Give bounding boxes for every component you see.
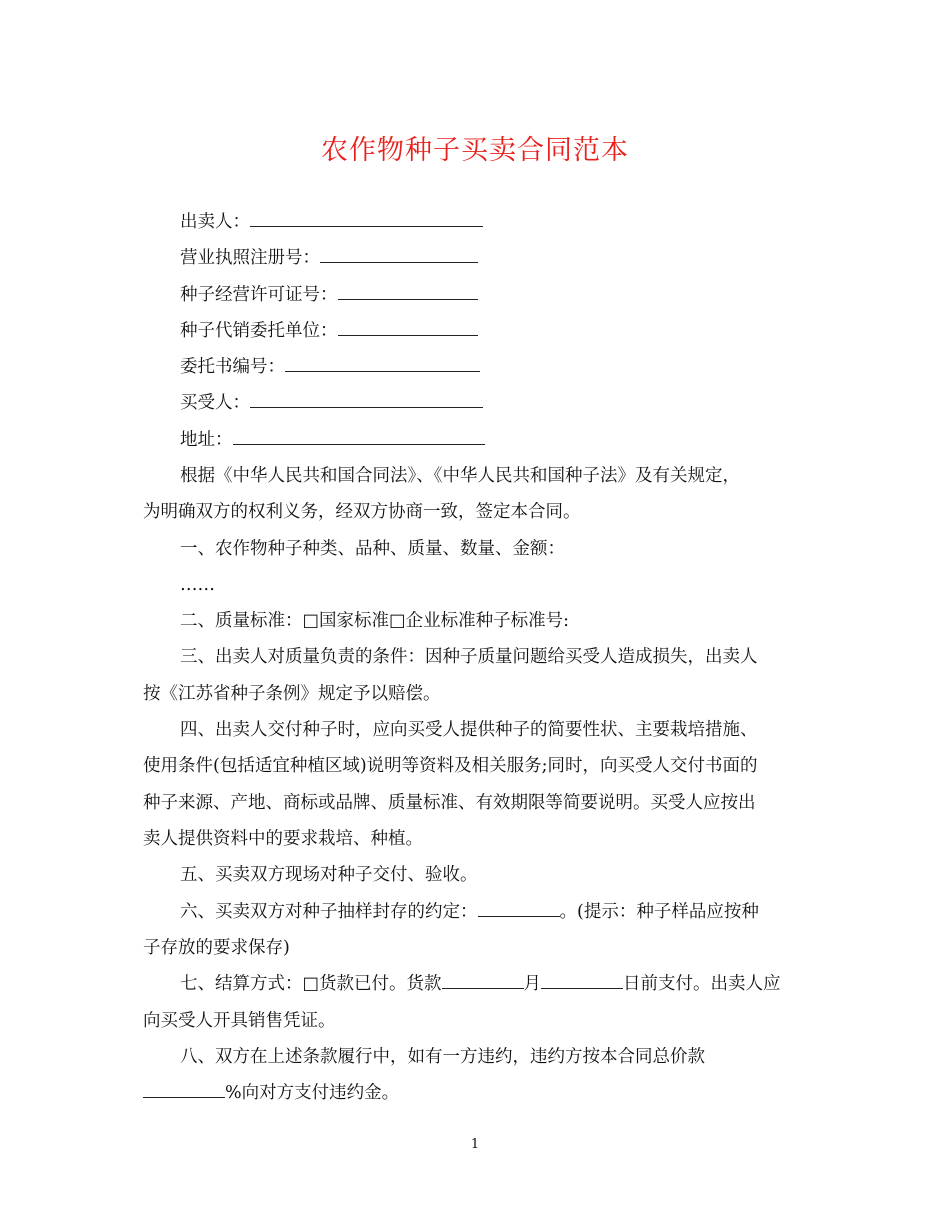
clause-4-line: 四、出卖人交付种子时，应向买受人提供种子的简要性状、主要栽培措施、 [180, 720, 758, 740]
clause-6-text: 六、买卖双方对种子抽样封存的约定： [180, 902, 478, 922]
clause-3-line: 三、出卖人对质量负责的条件：因种子质量问题给买受人造成损失，出卖人 [180, 647, 758, 667]
clause-1-ellipsis: …… [180, 575, 215, 595]
clause-7-line: 向买受人开具销售凭证。 [143, 1011, 336, 1031]
fill-in-blank[interactable] [442, 972, 524, 989]
intro-line: 根据《中华人民共和国合同法》、《中华人民共和国种子法》及有关规定， [180, 466, 740, 486]
clause-7-line [180, 972, 950, 996]
clause-7-text: 七、结算方式：□货款已付。货款 [180, 974, 442, 994]
field-seed-permit [180, 283, 950, 307]
clause-4-line: 使用条件(包括适宜种植区域)说明等资料及相关服务;同时，向买受人交付书面的 [143, 756, 758, 776]
clause-1: 一、农作物种子种类、品种、质量、数量、金额： [180, 539, 565, 559]
clause-7-text: 日前支付。出卖人应 [623, 974, 781, 994]
clause-7-text: 月 [523, 974, 542, 994]
clause-6-line [180, 900, 950, 924]
clause-8-line: 八、双方在上述条款履行中，如有一方违约，违约方按本合同总价款 [180, 1047, 705, 1067]
fill-in-blank[interactable] [320, 246, 478, 263]
field-buyer [180, 391, 950, 415]
field-label: 营业执照注册号： [180, 248, 320, 268]
clause-6-line: 子存放的要求保存) [143, 938, 290, 958]
field-seller [180, 210, 950, 234]
clause-3-line: 按《江苏省种子条例》规定予以赔偿。 [143, 684, 441, 704]
fill-in-blank[interactable] [250, 391, 483, 408]
clause-6-text: 。(提示：种子样品应按种 [559, 902, 759, 922]
fill-in-blank[interactable] [541, 972, 623, 989]
field-letter-number [180, 355, 950, 379]
field-label: 出卖人： [180, 212, 250, 232]
field-address [180, 428, 950, 452]
fill-in-blank[interactable] [338, 319, 478, 336]
fill-in-blank[interactable] [143, 1081, 225, 1098]
field-label: 买受人： [180, 393, 250, 413]
field-label: 种子代销委托单位： [180, 321, 338, 341]
fill-in-blank[interactable] [478, 900, 560, 917]
field-consignment-unit [180, 319, 950, 343]
fill-in-blank[interactable] [285, 355, 480, 372]
fill-in-blank[interactable] [233, 428, 485, 445]
clause-8-line [143, 1081, 950, 1105]
document-title: 农作物种子买卖合同范本 [321, 135, 629, 166]
fill-in-blank[interactable] [338, 283, 478, 300]
clause-8-text: %向对方支付违约金。 [225, 1083, 400, 1103]
field-label: 种子经营许可证号： [180, 285, 338, 305]
intro-line: 为明确双方的权利义务，经双方协商一致，签定本合同。 [143, 502, 581, 522]
clause-5: 五、买卖双方现场对种子交付、验收。 [180, 865, 478, 885]
field-label: 委托书编号： [180, 357, 285, 377]
field-business-license [180, 246, 950, 270]
clause-4-line: 种子来源、产地、商标或品牌、质量标准、有效期限等简要说明。买受人应按出 [143, 793, 756, 813]
clause-4-line: 卖人提供资料中的要求栽培、种植。 [143, 829, 423, 849]
clause-2: 二、质量标准：□国家标准□企业标准种子标准号: [180, 611, 569, 631]
fill-in-blank[interactable] [250, 210, 483, 227]
page-number: 1 [470, 1137, 480, 1152]
field-label: 地址： [180, 430, 233, 450]
